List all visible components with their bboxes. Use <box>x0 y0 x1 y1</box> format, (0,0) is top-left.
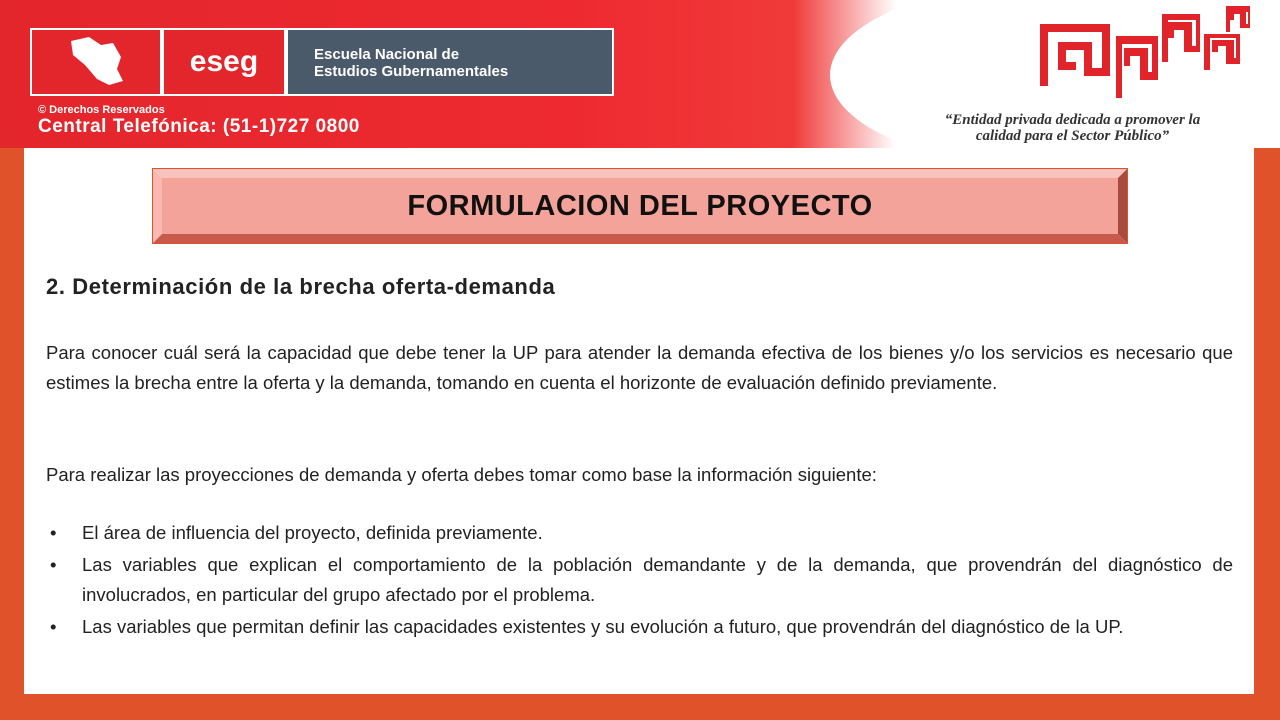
list-item-text: El área de influencia del proyecto, definida previamente. <box>82 522 543 543</box>
copyright-text: © Derechos Reservados <box>38 104 165 116</box>
slide-title: FORMULACION DEL PROYECTO <box>407 189 873 222</box>
paragraph-2: Para realizar las proyecciones de demanda y oferta debes tomar como base la información siguiente: <box>46 464 877 485</box>
eseg-logo <box>30 28 614 96</box>
list-item <box>46 518 1233 548</box>
phone-text: Central Telefónica: (51-1)727 0800 <box>38 116 360 137</box>
tagline-line1: “Entidad privada dedicada a promover la <box>944 112 1201 128</box>
school-name-line2: Estudios Gubernamentales <box>314 63 509 80</box>
school-name <box>288 30 612 94</box>
tagline-line2: calidad para el Sector Público” <box>975 128 1170 144</box>
header-banner <box>0 0 1280 148</box>
bullet-icon: • <box>50 522 57 543</box>
school-name-line1: Escuela Nacional de <box>314 46 460 63</box>
bullet-list <box>46 518 1233 644</box>
bullet-icon: • <box>50 616 57 637</box>
peru-map-icon <box>32 30 160 94</box>
section-heading: 2. Determinación de la brecha oferta-demanda <box>46 274 556 299</box>
list-item-text: Las variables que explican el comportamiento de la población demandante y de la demanda, que provendrán del diagnóstico de involucrados, en particular del grupo afectado por el problema. <box>82 554 1233 605</box>
paragraph-1: Para conocer cuál será la capacidad que debe tener la UP para atender la demanda efectiva de los bienes y/o los servicios es necesario que estimes la brecha entre la oferta y la demanda, tomando en cuenta el horizonte de evaluación definido previamente. <box>46 342 1233 393</box>
list-item <box>46 612 1233 642</box>
list-item-text: Las variables que permitan definir las capacidades existentes y su evolución a futuro, que provendrán del diagnóstico de la UP. <box>82 616 1124 637</box>
list-item <box>46 550 1233 610</box>
title-box <box>152 168 1128 244</box>
bullet-icon: • <box>50 554 57 575</box>
tagline <box>885 112 1260 144</box>
eseg-wordmark: eseg <box>164 30 284 94</box>
greca-symbol-icon <box>1040 6 1255 102</box>
